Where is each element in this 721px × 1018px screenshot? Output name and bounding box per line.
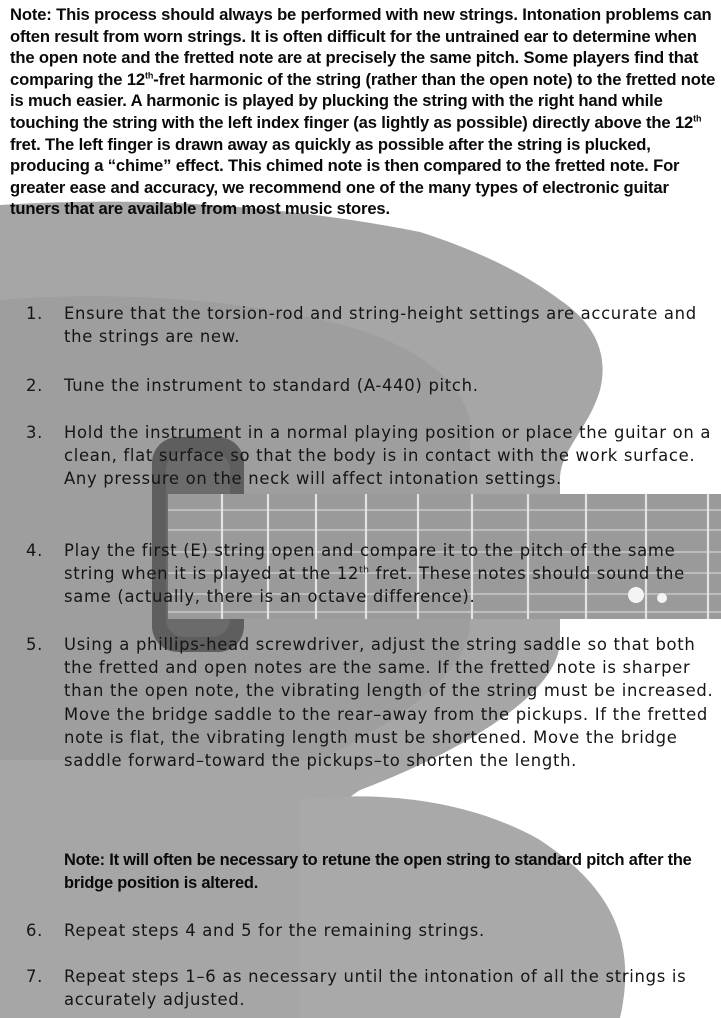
step-text: Using a phillips-head screwdriver, adjust the string saddle so that both the fretted and open notes are the same. If the fretted note is sharper than the open note, the vibrating length of the string must be increased. Move the bridge saddle to the rear–away from the pickups. If the fretted note is flat, the vibrating length must be shortened. Move the bridge saddle forward–toward the pickups–to shorten the length.	[64, 635, 714, 771]
step-text	[64, 539, 720, 609]
step-text-part-1: Play the first (E) string open and compare it to the pitch of the same string when it is played at the 12	[64, 541, 676, 584]
step-text: Repeat steps 4 and 5 for the remaining strings.	[64, 921, 485, 940]
intro-note	[10, 4, 716, 220]
step-text: Tune the instrument to standard (A-440) pitch.	[64, 376, 479, 395]
ordinal-suffix: th	[693, 113, 702, 124]
step-number: 5.	[26, 635, 44, 654]
intro-text-part-3: fret. The left finger is drawn away as quickly as possible after the string is plucked, producing a “chime” effect. This chimed note is then compared to the fretted note. For greater ease and accuracy, we recommend one of the many types of electronic guitar tuners that are available from most music stores.	[10, 134, 680, 219]
intro-text-part-2: -fret harmonic of the string (rather than the open note) to the fretted note is much easier. A harmonic is played by plucking the string with the right hand while touching the string with the left index finger (as lightly as possible) directly above the 12	[10, 69, 716, 132]
step-number: 4.	[26, 541, 44, 560]
step-text-part-2: fret. These notes should sound the same (actually, there is an octave difference).	[64, 564, 685, 607]
ordinal-suffix: th	[145, 70, 154, 81]
step-number: 3.	[26, 423, 44, 442]
step-text: Ensure that the torsion-rod and string-height settings are accurate and the strings are new.	[64, 304, 697, 347]
step-text: Hold the instrument in a normal playing position or place the guitar on a clean, flat surface so that the body is in contact with the work surface. Any pressure on the neck will affect intonation settings.	[64, 423, 712, 489]
ordinal-suffix: th	[359, 565, 370, 576]
step-number: 7.	[26, 967, 44, 986]
step-text: Repeat steps 1–6 as necessary until the intonation of all the strings is accurately adjusted.	[64, 967, 687, 1010]
intro-text-part-1: Note: This process should always be performed with new strings. Intonation problems can often result from worn strings. It is often difficult for the untrained ear to determine when the open note and the fretted note are at precisely the same pitch. Some players find that comparing the 12	[10, 5, 712, 89]
retune-note: Note: It will often be necessary to retune the open string to standard pitch after the bridge position is altered.	[64, 851, 692, 892]
step-number: 1.	[26, 304, 44, 323]
step-number: 6.	[26, 921, 44, 940]
step-number: 2.	[26, 376, 44, 395]
